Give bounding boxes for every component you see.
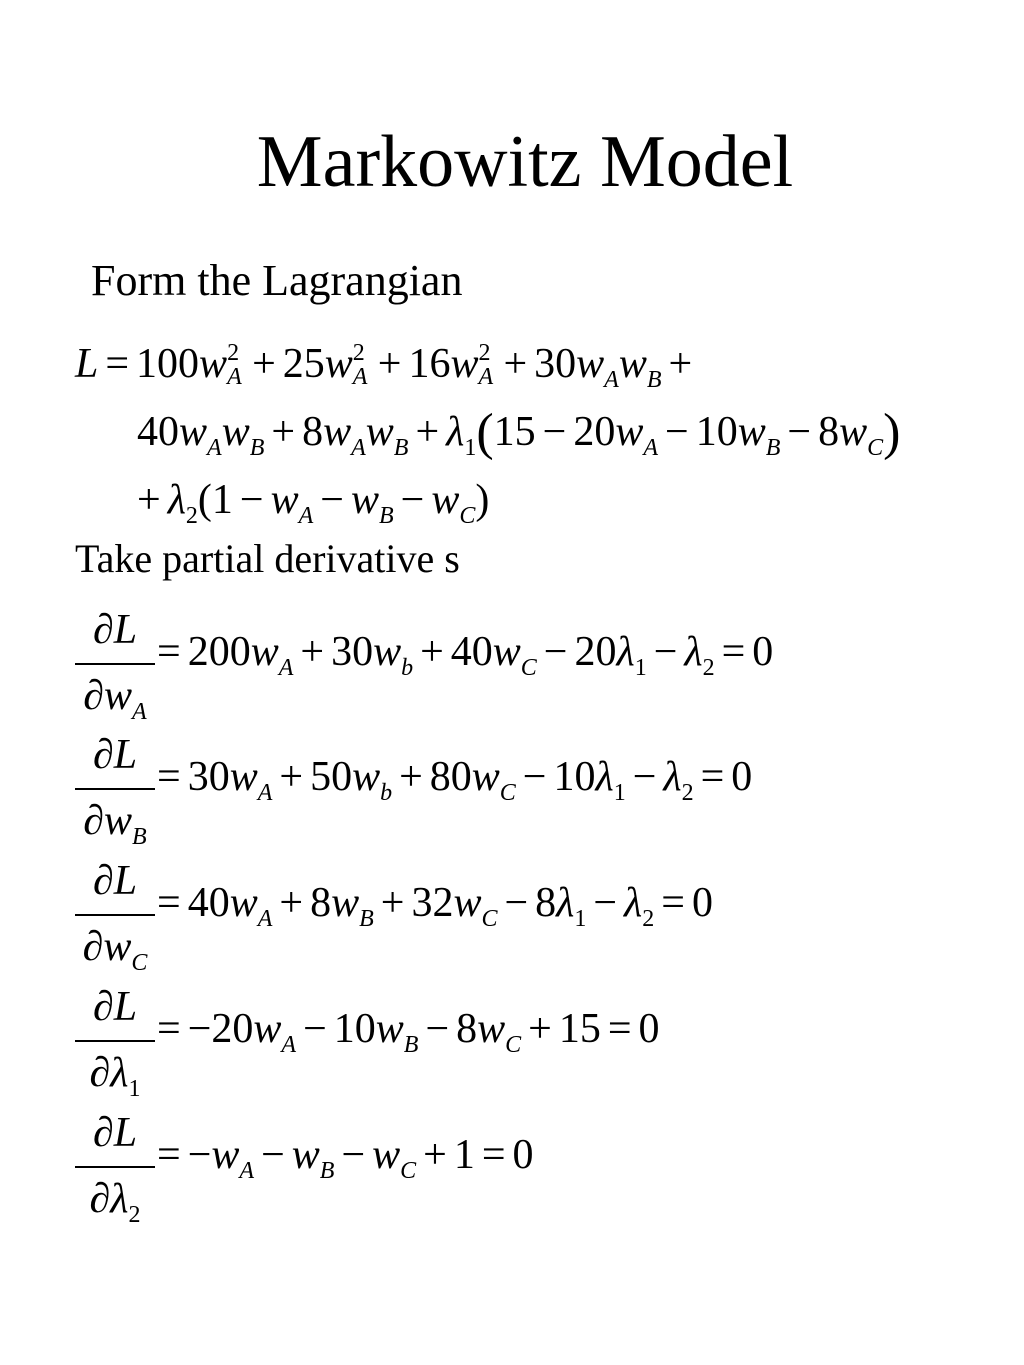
- equation-dlambda1: = $-20w_A - 10w_B - 8w_C + 15 = 0$: [157, 1006, 660, 1058]
- fraction-dL-dwB: ∂L $\partial w_B$: [75, 730, 155, 862]
- fraction-dL-dlambda2: ∂L $\partial\lambda_2$: [75, 1108, 155, 1240]
- equation-dwB: = $30w_A + 50w_b + 80w_C - 10\lambda_1 - \lambda_2 = 0$: [157, 754, 753, 806]
- equation-dlambda2: = $-w_A - w_B - w_C + 1 = 0$: [157, 1132, 534, 1184]
- lagrangian-line-1: L = 100w 2 A + 25w 2 A + 16w 2 A + $30w_Aw_B$ +: [75, 340, 693, 393]
- fraction-dL-dwA: ∂L $\partial w_A$: [75, 605, 155, 737]
- equation-dwA: = $200w_A + 30w_b + 40w_C - 20\lambda_1 - \lambda_2 = 0$: [157, 629, 774, 681]
- lagrangian-line-3: + $\lambda_2(1 - w_A - w_B - w_C)$: [137, 477, 490, 529]
- lagrangian-heading: Form the Lagrangian: [91, 256, 463, 305]
- slide-title: Markowitz Model: [256, 121, 794, 203]
- fraction-dL-dlambda1: ∂L $\partial\lambda_1$: [75, 982, 155, 1114]
- fraction-dL-dwC: ∂L $\partial w_C$: [75, 856, 155, 988]
- lagrangian-line-2: $40w_Aw_B + 8w_Aw_B + \lambda_1(15 - 20w_A - 10w_B - 8w_C)$: [137, 404, 901, 461]
- equation-dwC: = $40w_A + 8w_B + 32w_C - 8\lambda_1 - \lambda_2 = 0$: [157, 880, 713, 932]
- partial-derivatives-heading: Take partial derivative s: [75, 536, 460, 581]
